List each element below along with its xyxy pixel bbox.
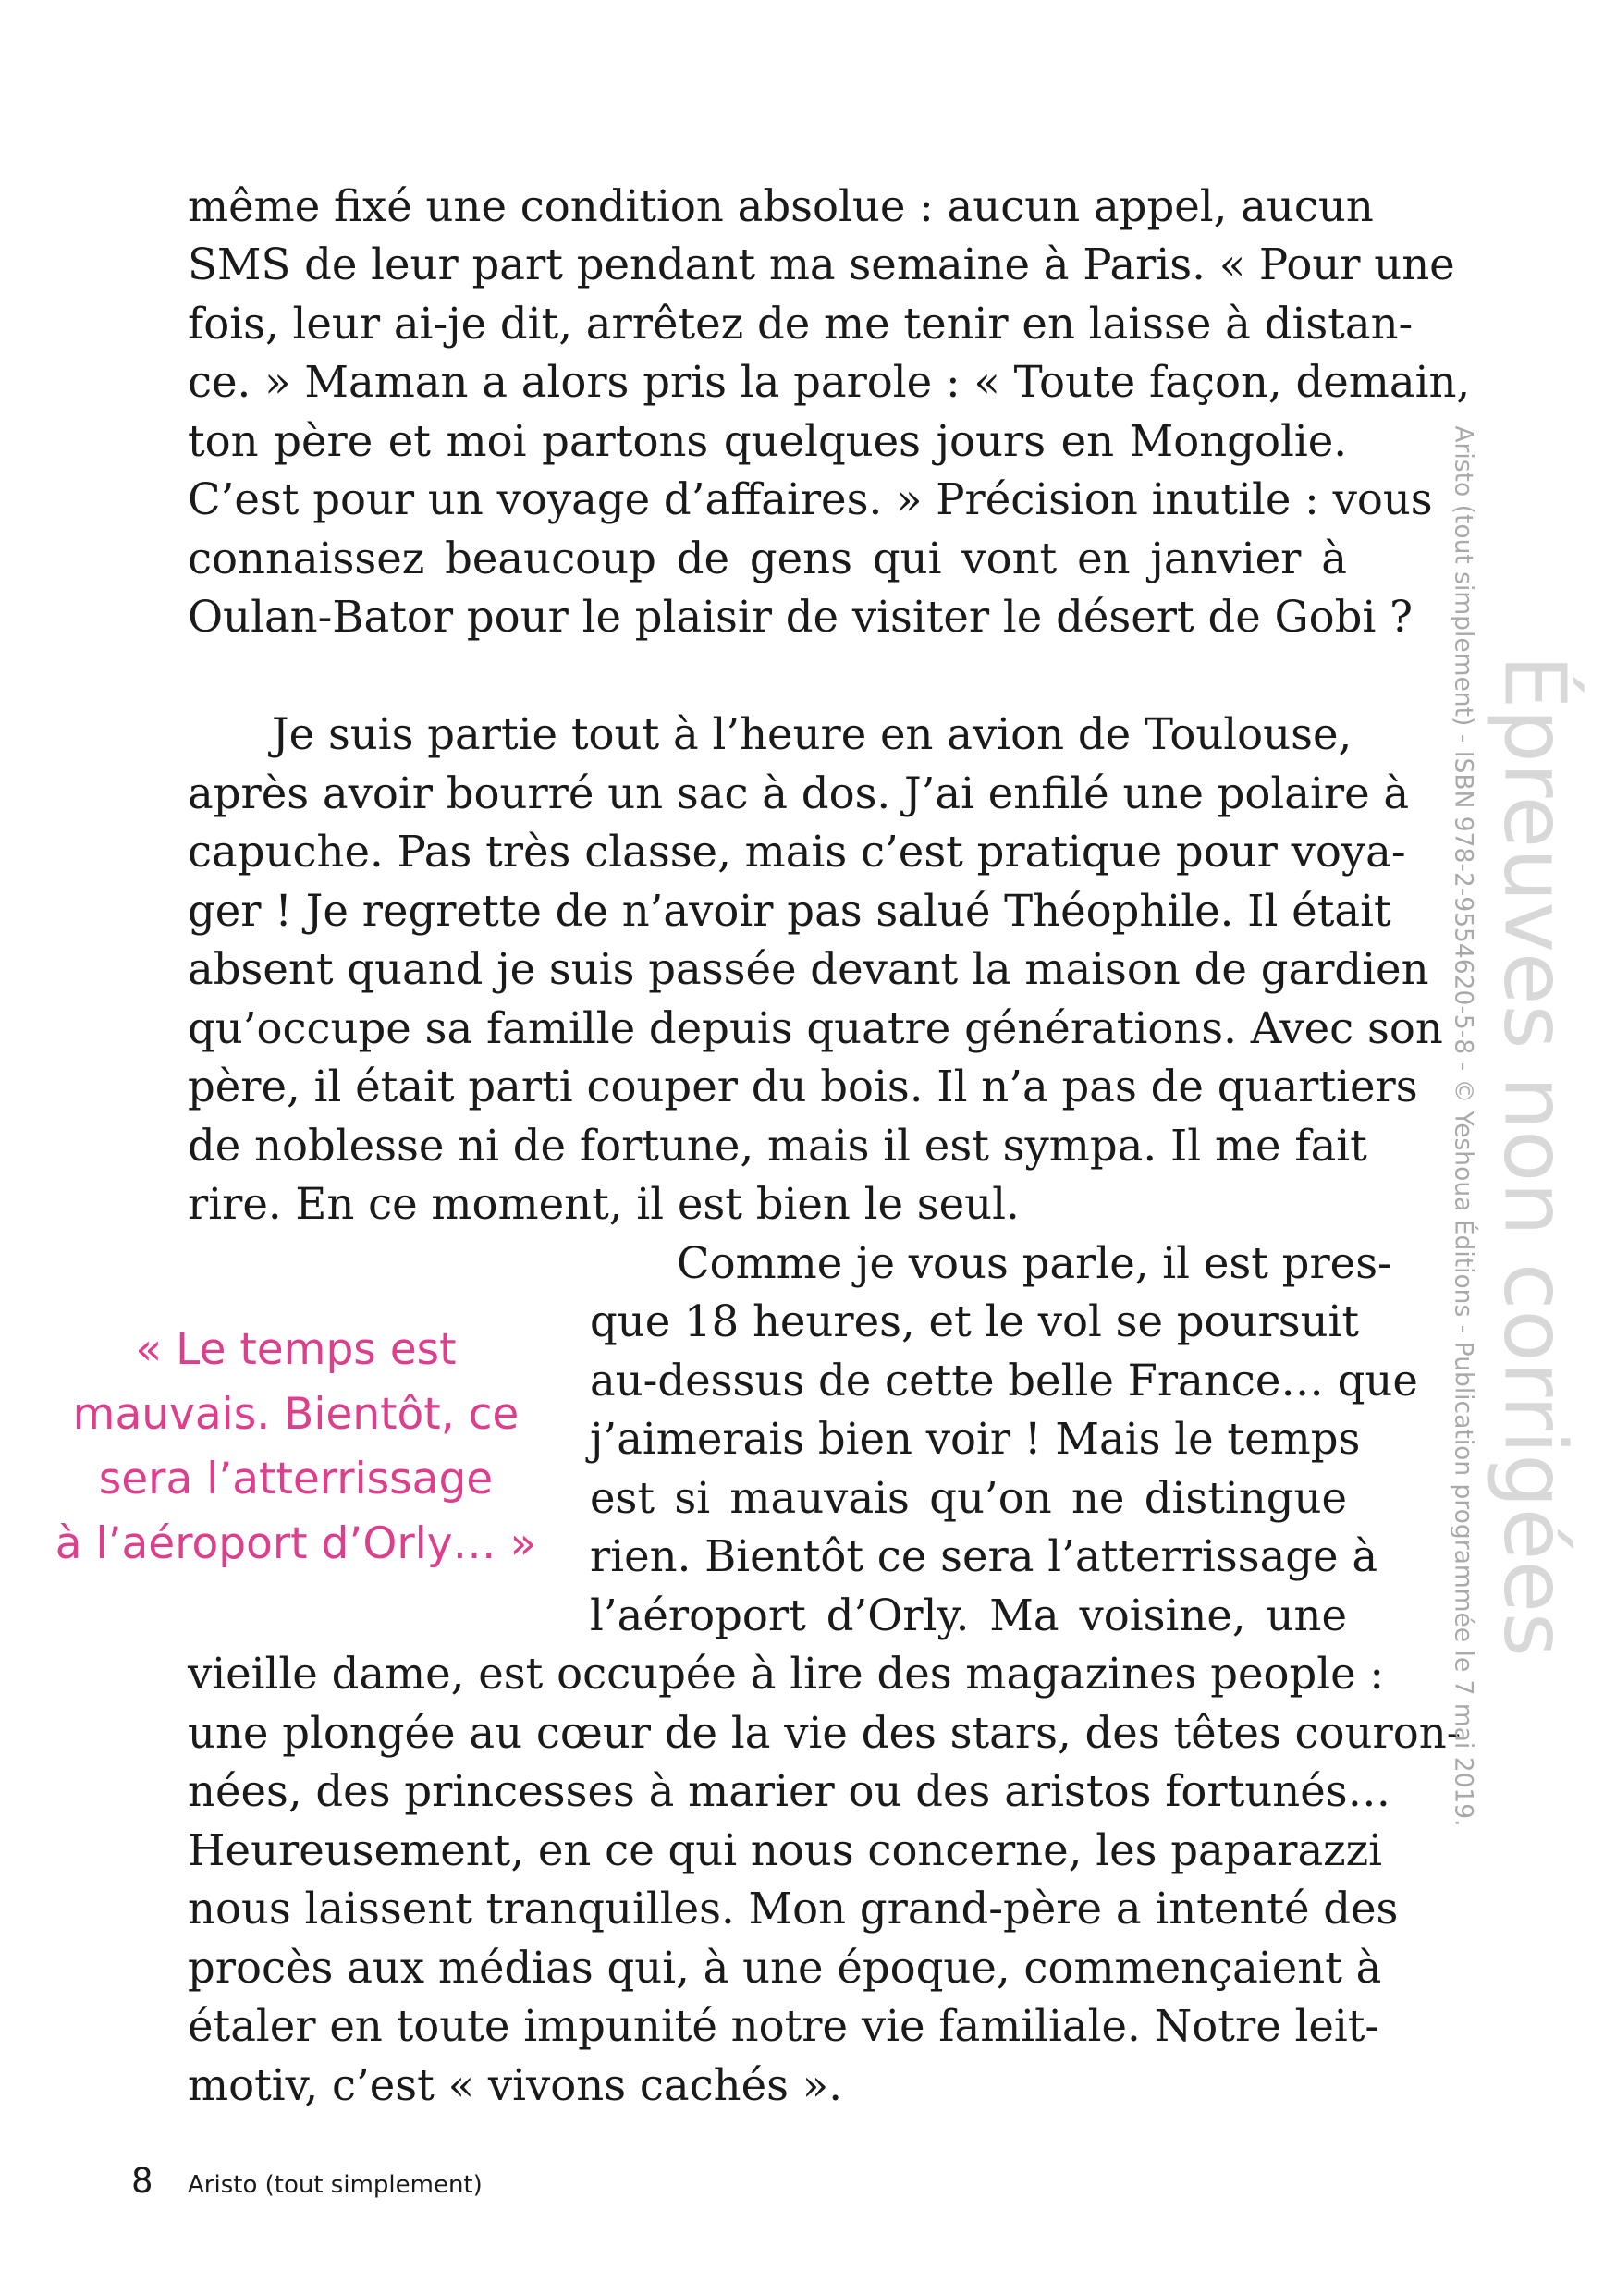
body-line: une plongée au cœur de la vie des stars, des têtes couron- bbox=[188, 1708, 1462, 1758]
pull-quote-line: sera l’atterrissage bbox=[98, 1454, 494, 1504]
body-line: motiv, c’est « vivons cachés ». bbox=[188, 2060, 843, 2110]
body-line: père, il était parti couper du bois. Il n’a pas de quartiers bbox=[188, 1062, 1418, 1111]
body-line: procès aux médias qui, à une époque, commençaient à bbox=[188, 1943, 1382, 1993]
proof-watermark: Épreuves non corrigées bbox=[1485, 655, 1585, 1657]
body-line: Heureusement, en ce qui nous concerne, les paparazzi bbox=[188, 1825, 1383, 1875]
body-line: est si mauvais qu’on ne distingue bbox=[590, 1473, 1347, 1523]
body-line: ger ! Je regrette de n’avoir pas salué Théophile. Il était bbox=[188, 886, 1391, 936]
body-line: étaler en toute impunité notre vie familiale. Notre leit- bbox=[188, 2001, 1380, 2051]
pull-quote-line: « Le temps est bbox=[135, 1324, 457, 1375]
body-line: C’est pour un voyage d’affaires. » Précision inutile : vous bbox=[188, 474, 1433, 524]
body-line: connaissez beaucoup de gens qui vont en janvier à bbox=[188, 534, 1347, 583]
body-line: ton père et moi partons quelques jours en Mongolie. bbox=[188, 416, 1347, 466]
body-line: fois, leur ai-je dit, arrêtez de me tenir en laisse à distan- bbox=[188, 299, 1414, 349]
body-line: absent quand je suis passée devant la maison de gardien bbox=[188, 944, 1429, 994]
body-line: de noblesse ni de fortune, mais il est sympa. Il me fait bbox=[188, 1121, 1367, 1171]
body-line: j’aimerais bien voir ! Mais le temps bbox=[590, 1414, 1361, 1464]
body-line: que 18 heures, et le vol se poursuit bbox=[590, 1296, 1360, 1346]
page-number: 8 bbox=[131, 2161, 153, 2201]
body-line: vieille dame, est occupée à lire des magazines people : bbox=[188, 1649, 1385, 1699]
body-line: qu’occupe sa famille depuis quatre générations. Avec son bbox=[188, 1003, 1443, 1053]
pull-quote-line: mauvais. Bientôt, ce bbox=[72, 1389, 520, 1440]
body-line: l’aéroport d’Orly. Ma voisine, une bbox=[590, 1590, 1347, 1640]
copyright-notice: Aristo (tout simplement) - ISBN 978-2-9554620-5-8 - © Yeshoua Éditions - Publication programmée le 7 mai 2019. bbox=[1449, 425, 1478, 1827]
body-line: rien. Bientôt ce sera l’atterrissage à bbox=[590, 1531, 1378, 1581]
running-title: Aristo (tout simplement) bbox=[188, 2171, 483, 2199]
body-line: SMS de leur part pendant ma semaine à Paris. « Pour une bbox=[188, 239, 1455, 289]
body-line: même fixé une condition absolue : aucun appel, aucun bbox=[188, 181, 1374, 231]
pull-quote-line: à l’aéroport d’Orly… » bbox=[55, 1518, 537, 1569]
body-line: nées, des princesses à marier ou des aristos fortunés… bbox=[188, 1766, 1391, 1816]
body-line: Oulan-Bator pour le plaisir de visiter le désert de Gobi ? bbox=[188, 592, 1414, 642]
pull-quote bbox=[28, 1318, 564, 1577]
body-line: Je suis partie tout à l’heure en avion de Toulouse, bbox=[272, 709, 1353, 759]
body-line: Comme je vous parle, il est pres- bbox=[677, 1238, 1392, 1288]
body-line: après avoir bourré un sac à dos. J’ai enfilé une polaire à bbox=[188, 768, 1410, 818]
body-line: capuche. Pas très classe, mais c’est pratique pour voya- bbox=[188, 827, 1406, 877]
body-line: nous laissent tranquilles. Mon grand-père a intenté des bbox=[188, 1884, 1399, 1934]
body-line: au-dessus de cette belle France… que bbox=[590, 1356, 1418, 1406]
body-line: rire. En ce moment, il est bien le seul. bbox=[188, 1179, 1020, 1229]
body-line: ce. » Maman a alors pris la parole : « Toute façon, demain, bbox=[188, 357, 1471, 407]
